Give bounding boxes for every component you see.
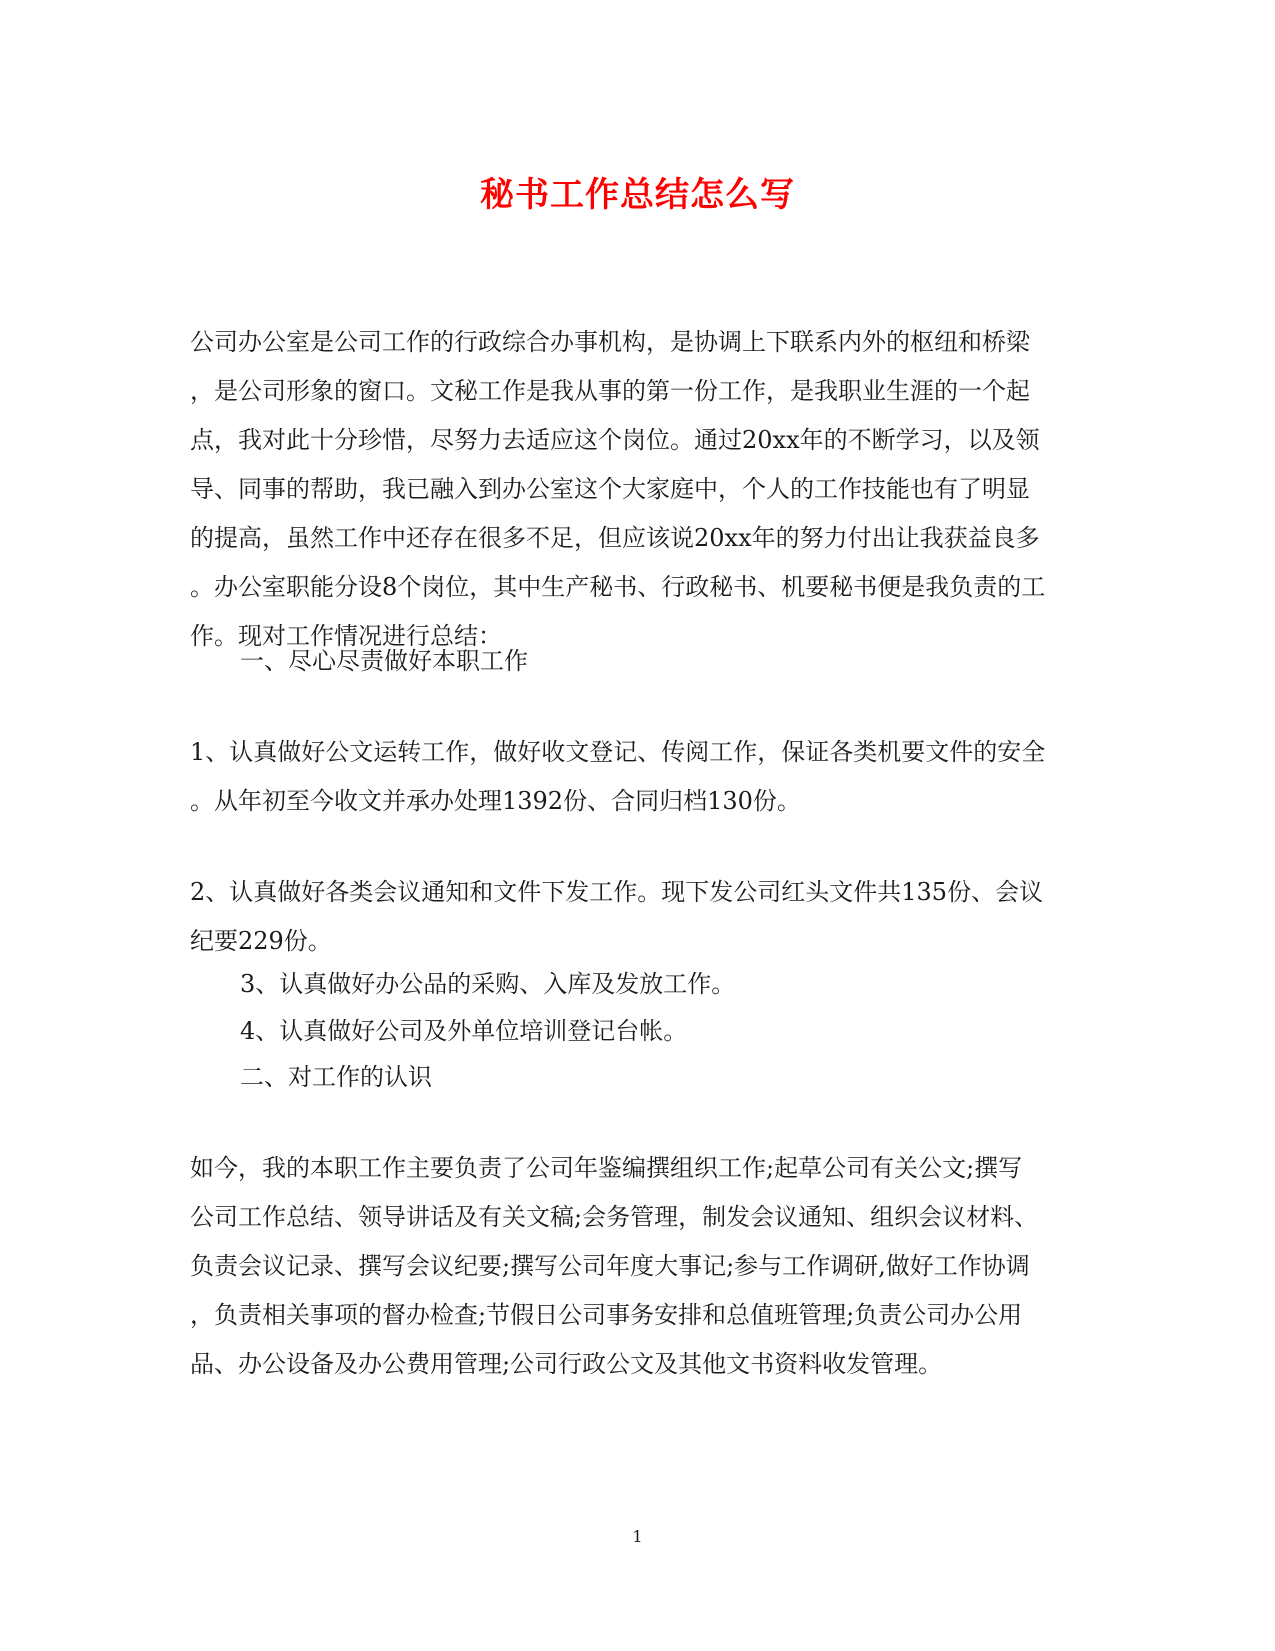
section-2-line: 负责会议记录、撰写会议纪要;撰写公司年度大事记;参与工作调研,做好工作协调 <box>190 1252 1030 1280</box>
intro-line: 作。现对工作情况进行总结： <box>190 622 502 650</box>
section-heading-1: 一、尽心尽责做好本职工作 <box>240 647 528 675</box>
item-1-paragraph <box>190 728 1090 826</box>
intro-line: ，是公司形象的窗口。文秘工作是我从事的第一份工作，是我职业生涯的一个起 <box>190 377 1030 405</box>
item-1-line: 。从年初至今收文并承办处理1392份、合同归档130份。 <box>190 787 801 815</box>
item-2-line: 2、认真做好各类会议通知和文件下发工作。现下发公司红头文件共135份、会议 <box>190 878 1044 906</box>
page-number: 1 <box>632 1527 643 1546</box>
item-1-line: 1、认真做好公文运转工作，做好收文登记、传阅工作，保证各类机要文件的安全 <box>190 738 1046 766</box>
section-2-paragraph <box>190 1144 1090 1389</box>
item-2-paragraph <box>190 868 1090 966</box>
intro-line: 公司办公室是公司工作的行政综合办事机构，是协调上下联系内外的枢纽和桥梁 <box>190 328 1030 356</box>
section-2-line: ，负责相关事项的督办检查;节假日公司事务安排和总值班管理;负责公司办公用 <box>190 1301 1023 1329</box>
item-2-line: 纪要229份。 <box>190 927 332 955</box>
item-4: 4、认真做好公司及外单位培训登记台帐。 <box>240 1017 688 1045</box>
section-heading-2: 二、对工作的认识 <box>240 1063 432 1091</box>
intro-line: 的提高，虽然工作中还存在很多不足，但应该说20xx年的努力付出让我获益良多 <box>190 524 1040 552</box>
section-2-line: 如今，我的本职工作主要负责了公司年鉴编撰组织工作;起草公司有关公文;撰写 <box>190 1154 1023 1182</box>
item-3: 3、认真做好办公品的采购、入库及发放工作。 <box>240 970 736 998</box>
intro-line: 导、同事的帮助，我已融入到办公室这个大家庭中，个人的工作技能也有了明显 <box>190 475 1030 503</box>
intro-line: 点，我对此十分珍惜，尽努力去适应这个岗位。通过20xx年的不断学习，以及领 <box>190 426 1040 454</box>
section-2-line: 品、办公设备及办公费用管理;公司行政公文及其他文书资料收发管理。 <box>190 1350 943 1378</box>
intro-paragraph <box>190 318 1090 661</box>
intro-line: 。办公室职能分设8个岗位，其中生产秘书、行政秘书、机要秘书便是我负责的工 <box>190 573 1046 601</box>
section-2-line: 公司工作总结、领导讲话及有关文稿;会务管理，制发会议通知、组织会议材料、 <box>190 1203 1039 1231</box>
document-title: 秘书工作总结怎么写 <box>480 175 795 215</box>
